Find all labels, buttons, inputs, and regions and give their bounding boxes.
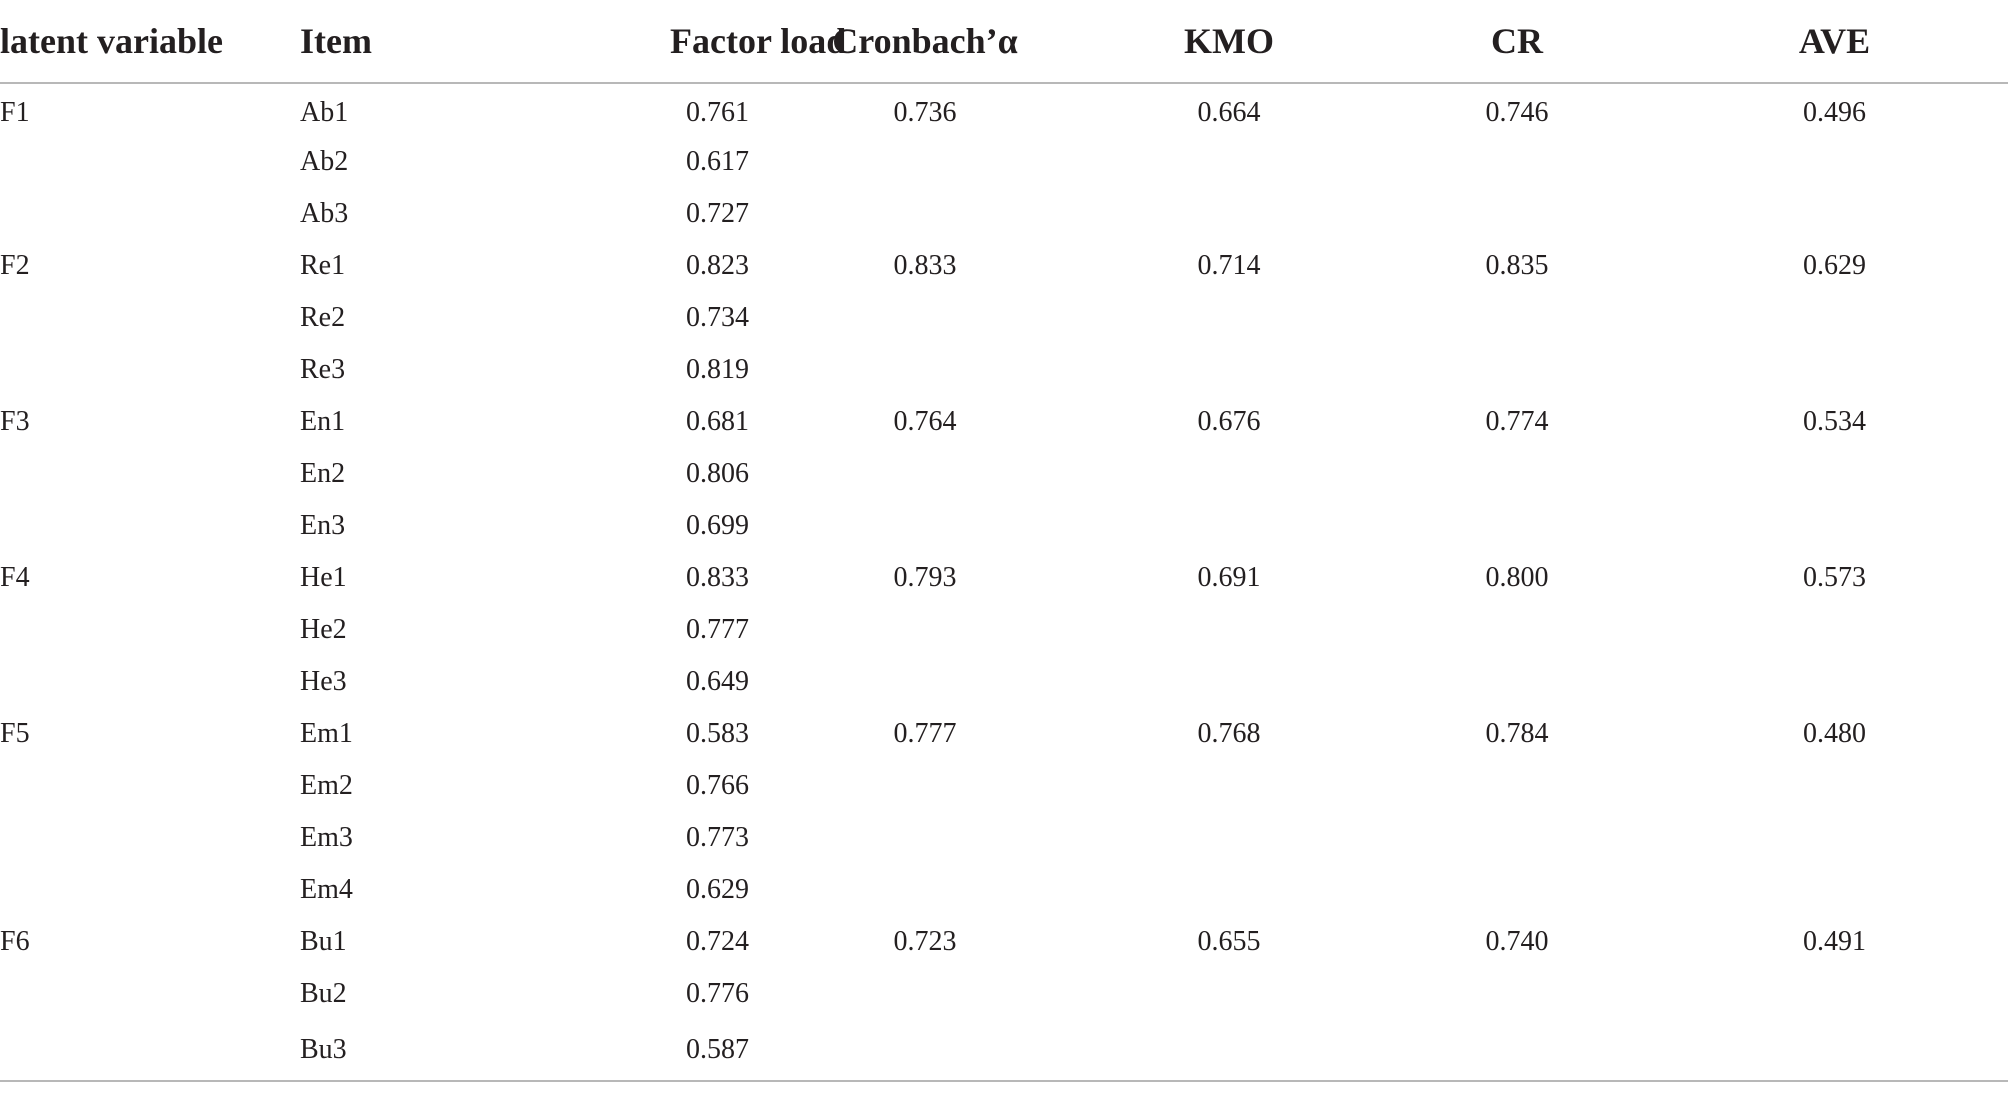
cell-latent-variable: F1: [0, 97, 30, 128]
table-row: [0, 188, 2008, 240]
table-row: [0, 812, 2008, 864]
table-row: [0, 448, 2008, 500]
cell-latent-variable: [0, 812, 300, 864]
table-body: [0, 83, 2008, 1081]
table-row: [0, 1020, 2008, 1081]
table-header: [0, 0, 2008, 83]
table-row: [0, 292, 2008, 344]
cell-ave: [1661, 812, 2008, 864]
cell-factor-load: 0.649: [686, 666, 749, 697]
cell-ave: [1661, 448, 2008, 500]
cell-item: Re3: [300, 354, 346, 385]
cell-latent-variable: [0, 760, 300, 812]
table-row: [0, 864, 2008, 916]
cell-cr: [1373, 188, 1661, 240]
cell-item: En3: [300, 510, 346, 541]
cell-kmo: 0.676: [1197, 406, 1261, 437]
table-row: [0, 396, 2008, 448]
cell-latent-variable: F5: [0, 718, 30, 749]
table-row: [0, 708, 2008, 760]
cell-item: Ab2: [300, 146, 349, 177]
cell-factor-load: 0.823: [686, 250, 749, 281]
header-cr: CR: [1373, 0, 1661, 83]
cell-cr: [1373, 344, 1661, 396]
cell-ave: [1661, 500, 2008, 552]
cell-cr: [1373, 136, 1661, 188]
cell-cronbach-alpha: [765, 604, 1085, 656]
cell-cr: 0.784: [1485, 718, 1549, 749]
cell-ave: 0.573: [1803, 562, 1866, 593]
cell-ave: [1661, 1020, 2008, 1081]
cell-item: He1: [300, 562, 347, 593]
cell-cronbach-alpha: [765, 500, 1085, 552]
cell-ave: 0.496: [1803, 97, 1866, 128]
cell-ave: [1661, 292, 2008, 344]
cell-latent-variable: [0, 500, 300, 552]
cell-item: Ab3: [300, 198, 349, 229]
header-cronbach-alpha: Cronbach’α: [765, 0, 1085, 83]
cell-kmo: [1085, 292, 1373, 344]
cell-factor-load: 0.699: [686, 510, 749, 541]
cell-latent-variable: [0, 448, 300, 500]
cell-kmo: [1085, 136, 1373, 188]
cell-kmo: [1085, 448, 1373, 500]
cell-kmo: [1085, 760, 1373, 812]
cell-factor-load: 0.587: [670, 1020, 765, 1081]
cell-cr: [1373, 864, 1661, 916]
cell-cr: [1373, 604, 1661, 656]
cell-latent-variable: F4: [0, 562, 30, 593]
header-row: [0, 0, 2008, 83]
cell-item: Re2: [300, 302, 346, 333]
cell-item: Bu2: [300, 978, 347, 1009]
cell-item: En1: [300, 406, 346, 437]
cell-cronbach-alpha: [765, 448, 1085, 500]
cell-cr: [1373, 968, 1661, 1020]
cell-cronbach-alpha: [765, 1020, 1085, 1081]
table-row: [0, 500, 2008, 552]
cell-cr: [1373, 812, 1661, 864]
cell-ave: [1661, 604, 2008, 656]
cell-cr: 0.774: [1485, 406, 1549, 437]
cell-ave: 0.491: [1803, 926, 1866, 957]
cell-cr: 0.835: [1485, 250, 1549, 281]
header-item-label: Item: [300, 21, 372, 61]
cell-item: He2: [300, 614, 347, 645]
cell-factor-load: 0.583: [686, 718, 749, 749]
cell-item: Ab1: [300, 97, 349, 128]
cell-kmo: [1085, 1020, 1373, 1081]
cell-cr: [1373, 760, 1661, 812]
cell-latent-variable: F6: [0, 926, 30, 957]
cell-ave: [1661, 968, 2008, 1020]
cell-cr: [1373, 656, 1661, 708]
table-row: [0, 916, 2008, 968]
cell-kmo: [1085, 864, 1373, 916]
header-ave: AVE: [1661, 0, 2008, 83]
cell-cr: 0.800: [1485, 562, 1549, 593]
cell-cronbach-alpha: [765, 864, 1085, 916]
cell-kmo: [1085, 604, 1373, 656]
cell-ave: [1661, 656, 2008, 708]
cell-cronbach-alpha: [765, 968, 1085, 1020]
cell-latent-variable: [0, 864, 300, 916]
cell-item: Bu1: [300, 926, 347, 957]
cell-item: He3: [300, 666, 347, 697]
cell-factor-load: 0.766: [686, 770, 749, 801]
cell-ave: 0.629: [1803, 250, 1866, 281]
table-row: [0, 968, 2008, 1020]
cell-item: Em1: [300, 718, 353, 749]
cell-item: En2: [300, 458, 346, 489]
cell-factor-load: 0.724: [686, 926, 749, 957]
cell-cronbach-alpha: [765, 188, 1085, 240]
cell-cr: 0.740: [1485, 926, 1549, 957]
cell-factor-load: 0.761: [686, 97, 749, 128]
cell-kmo: 0.768: [1197, 718, 1261, 749]
cell-cronbach-alpha: [765, 760, 1085, 812]
cell-cronbach-alpha: 0.764: [893, 406, 957, 437]
cell-ave: 0.534: [1803, 406, 1866, 437]
cell-item: Em2: [300, 770, 353, 801]
cell-factor-load: 0.727: [686, 198, 749, 229]
cell-cr: [1373, 292, 1661, 344]
cell-kmo: [1085, 812, 1373, 864]
cell-factor-load: 0.776: [686, 978, 749, 1009]
cell-kmo: [1085, 656, 1373, 708]
cell-cr: [1373, 448, 1661, 500]
cell-item: Em4: [300, 874, 353, 905]
cell-ave: [1661, 188, 2008, 240]
cell-factor-load: 0.681: [686, 406, 749, 437]
cell-kmo: 0.655: [1197, 926, 1261, 957]
header-kmo: KMO: [1085, 0, 1373, 83]
header-factor-load: Factor load: [670, 0, 765, 83]
table-row: [0, 552, 2008, 604]
table-row: [0, 344, 2008, 396]
table-row: [0, 83, 2008, 136]
cell-factor-load: 0.629: [686, 874, 749, 905]
table-row: [0, 136, 2008, 188]
cell-cronbach-alpha: 0.833: [893, 250, 957, 281]
cell-cr: [1373, 1020, 1661, 1081]
cell-factor-load: 0.773: [686, 822, 749, 853]
cell-kmo: [1085, 344, 1373, 396]
table-row: [0, 604, 2008, 656]
cell-kmo: 0.691: [1197, 562, 1261, 593]
cell-cronbach-alpha: [765, 136, 1085, 188]
cell-latent-variable: [0, 656, 300, 708]
cell-factor-load: 0.819: [686, 354, 749, 385]
cell-latent-variable: [0, 1020, 300, 1081]
cell-ave: [1661, 344, 2008, 396]
cell-ave: [1661, 136, 2008, 188]
cell-cronbach-alpha: [765, 812, 1085, 864]
cell-kmo: [1085, 968, 1373, 1020]
cell-kmo: [1085, 188, 1373, 240]
cell-ave: 0.480: [1803, 718, 1866, 749]
cell-latent-variable: [0, 188, 300, 240]
cell-kmo: 0.664: [1197, 97, 1261, 128]
cell-cronbach-alpha: 0.793: [893, 562, 957, 593]
cell-factor-load: 0.777: [686, 614, 749, 645]
table-row: [0, 240, 2008, 292]
cell-latent-variable: [0, 968, 300, 1020]
cell-latent-variable: F2: [0, 250, 30, 281]
cell-cronbach-alpha: 0.723: [893, 926, 957, 957]
cell-kmo: 0.714: [1197, 250, 1261, 281]
cell-cr: 0.746: [1485, 97, 1549, 128]
cell-latent-variable: [0, 136, 300, 188]
cell-factor-load: 0.617: [686, 146, 749, 177]
cell-item: Bu3: [300, 1020, 670, 1081]
cell-latent-variable: [0, 344, 300, 396]
table-row: [0, 656, 2008, 708]
cell-ave: [1661, 760, 2008, 812]
cell-kmo: [1085, 500, 1373, 552]
cell-cronbach-alpha: 0.736: [893, 97, 957, 128]
header-latent-variable: latent variable: [0, 0, 300, 83]
cell-factor-load: 0.806: [686, 458, 749, 489]
cell-latent-variable: [0, 604, 300, 656]
cell-latent-variable: [0, 292, 300, 344]
cell-cr: [1373, 500, 1661, 552]
cell-ave: [1661, 864, 2008, 916]
cell-cronbach-alpha: [765, 656, 1085, 708]
cell-latent-variable: F3: [0, 406, 30, 437]
header-item: [300, 0, 670, 83]
cell-factor-load: 0.833: [686, 562, 749, 593]
cell-item: Em3: [300, 822, 353, 853]
cell-item: Re1: [300, 250, 346, 281]
cell-cronbach-alpha: [765, 344, 1085, 396]
cell-cronbach-alpha: 0.777: [893, 718, 957, 749]
table-row: [0, 760, 2008, 812]
cell-cronbach-alpha: [765, 292, 1085, 344]
cell-factor-load: 0.734: [686, 302, 749, 333]
